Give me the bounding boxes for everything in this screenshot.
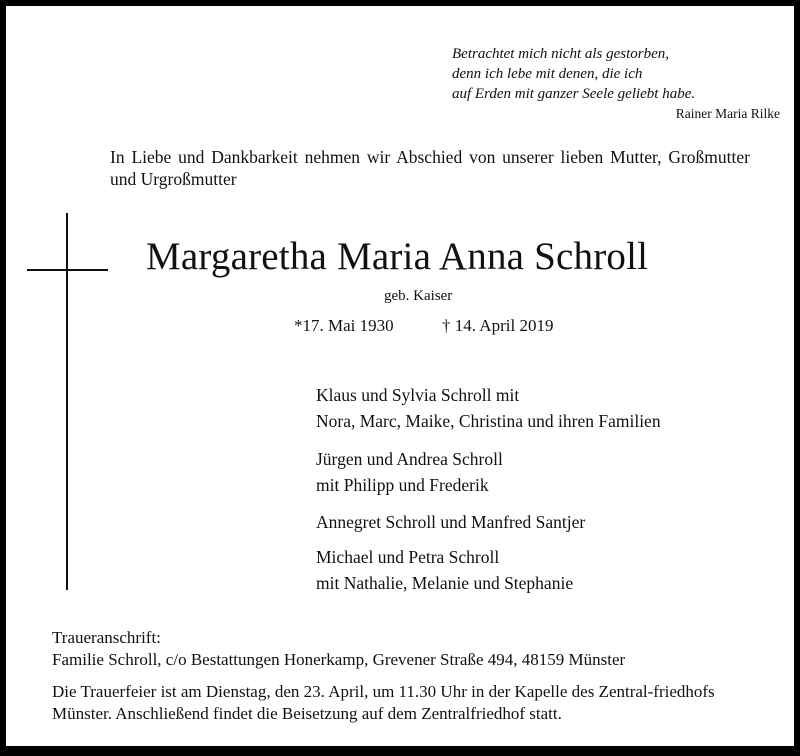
family-line: mit Nathalie, Melanie und Stephanie (316, 573, 574, 593)
death-date: † 14. April 2019 (442, 316, 554, 335)
family-group (316, 446, 503, 498)
deceased-name: Margaretha Maria Anna Schroll (146, 235, 649, 278)
cross-icon-bar (27, 269, 108, 271)
family-line: Nora, Marc, Maike, Christina und ihren Familien (316, 411, 661, 431)
family-line: Annegret Schroll und Manfred Santjer (316, 512, 586, 532)
rilke-quote (452, 44, 695, 104)
family-line: Jürgen und Andrea Schroll (316, 449, 503, 469)
family-line: Klaus und Sylvia Schroll mit (316, 385, 520, 405)
family-line: mit Philipp und Frederik (316, 475, 489, 495)
ceremony-info: Die Trauerfeier ist am Dienstag, den 23. April, um 11.30 Uhr in der Kapelle des Zentral-friedhofs Münster. Anschließend findet die Beisetzung auf dem Zentralfriedhof statt. (52, 682, 715, 723)
address-label: Traueranschrift: (52, 628, 161, 647)
intro-text: In Liebe und Dankbarkeit nehmen wir Abschied von unserer lieben Mutter, Großmutter und Urgroßmutter (110, 147, 750, 189)
address-text: Familie Schroll, c/o Bestattungen Honerkamp, Grevener Straße 494, 48159 Münster (52, 650, 626, 669)
family-group (316, 544, 573, 596)
maiden-name: geb. Kaiser (384, 288, 453, 304)
obituary-sheet (6, 6, 794, 746)
family-group (316, 509, 585, 535)
quote-line: Betrachtet mich nicht als gestorben, (452, 46, 670, 62)
family-line: Michael und Petra Schroll (316, 547, 500, 567)
mourning-address (52, 627, 625, 671)
family-group (316, 382, 661, 434)
birth-date: *17. Mai 1930 (294, 316, 394, 335)
quote-author: Rainer Maria Rilke (675, 106, 780, 121)
quote-line: auf Erden mit ganzer Seele geliebt habe. (452, 86, 696, 102)
quote-line: denn ich lebe mit denen, die ich (452, 66, 643, 82)
